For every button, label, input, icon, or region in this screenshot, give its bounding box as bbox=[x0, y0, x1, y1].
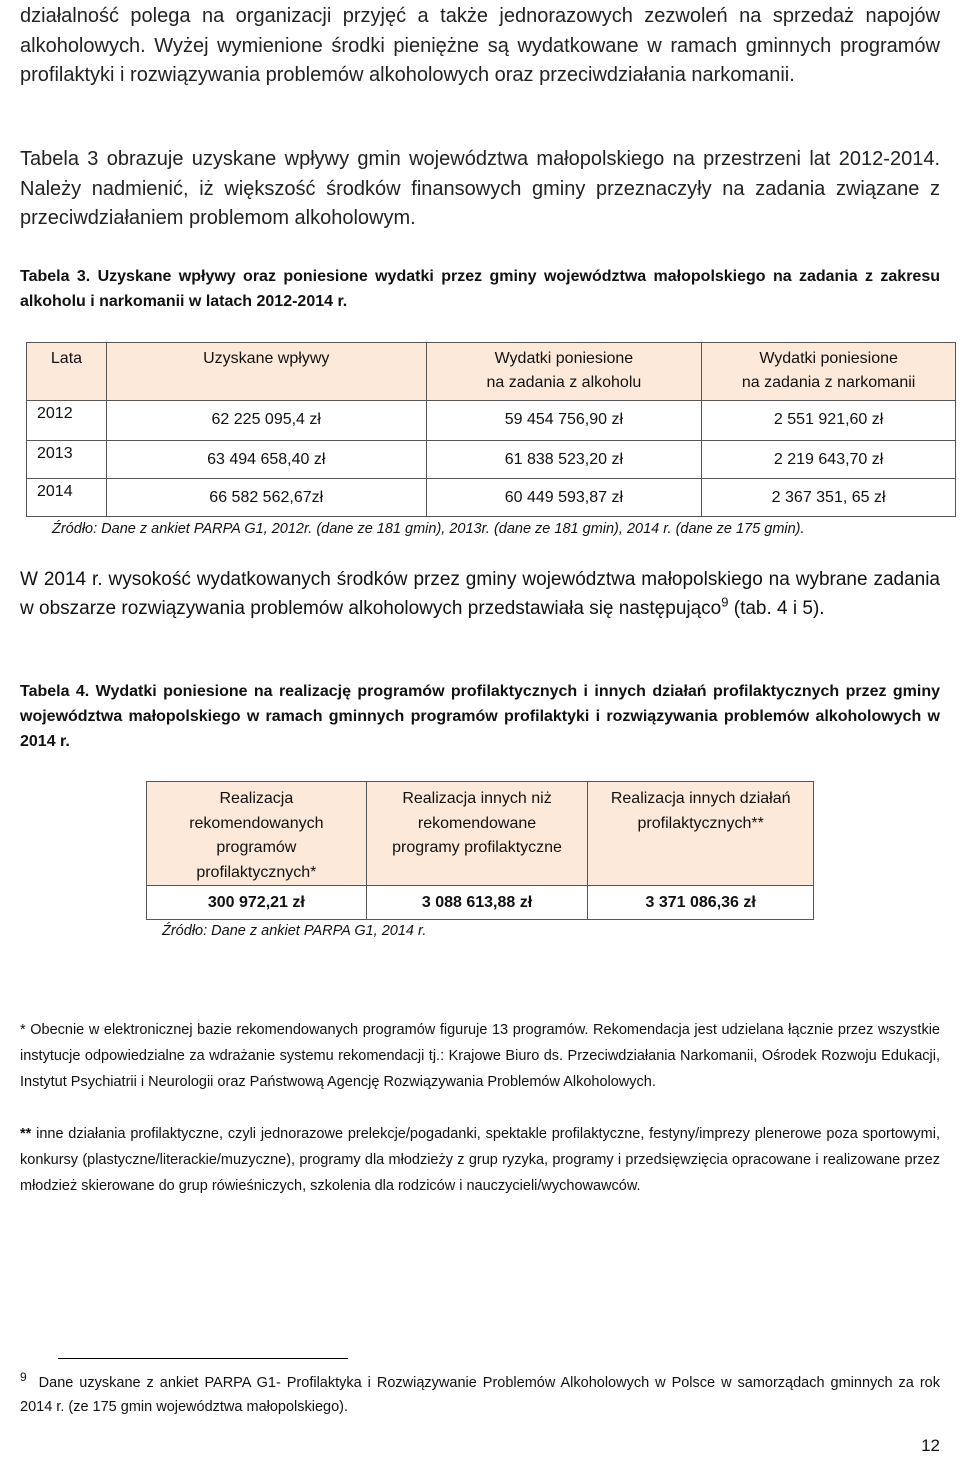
table-row bbox=[27, 479, 956, 517]
note-other-activities-text: inne działania profilaktyczne, czyli jednorazowe prelekcje/pogadanki, spektakle profilaktyczne, festyny/imprezy plenerowe poza sportowymi, konkursy (plastyczne/literackie/muzyczne), programy dla młodzieży z grup ryzyka, programy i przedsięwzięcia opracowane i realizowane przez młodzież skierowane do grup rówieśniczych, szkolenia dla rodziców i nauczycieli/wychowawców. bbox=[20, 1126, 940, 1194]
table3-source: Źródło: Dane z ankiet PARPA G1, 2012r. (dane ze 181 gmin), 2013r. (dane ze 181 gmin), 2014 r. (dane ze 175 gmin). bbox=[52, 521, 805, 537]
table3-year-cell: 2012 bbox=[27, 401, 107, 441]
table4-header-cell: Realizacja innych działań profilaktycznych** bbox=[588, 782, 814, 886]
table3-cell: 61 838 523,20 zł bbox=[426, 441, 702, 479]
table4-cell: 300 972,21 zł bbox=[147, 886, 367, 920]
paragraph-2014-tail: (tab. 4 i 5). bbox=[728, 598, 825, 619]
page-number: 12 bbox=[921, 1436, 940, 1455]
table4 bbox=[146, 781, 814, 920]
table3-header-cell: Wydatki poniesione na zadania z alkoholu bbox=[426, 343, 702, 401]
table3-caption-text: Uzyskane wpływy oraz poniesione wydatki przez gminy województwa małopolskiego na zadania z zakresu alkoholu i narkomanii w latach 2012-2014 r. bbox=[20, 268, 940, 310]
table3-cell: 62 225 095,4 zł bbox=[106, 401, 426, 441]
table3-cell: 2 551 921,60 zł bbox=[702, 401, 956, 441]
footnote-number: 9 bbox=[20, 1370, 27, 1385]
table3-header-cell: Uzyskane wpływy bbox=[106, 343, 426, 401]
table3-cell: 60 449 593,87 zł bbox=[426, 479, 702, 517]
paragraph-2014 bbox=[20, 565, 940, 623]
table3-cell: 2 367 351, 65 zł bbox=[702, 479, 956, 517]
note-marker: ** bbox=[20, 1126, 32, 1142]
table-row bbox=[27, 401, 956, 441]
table-row bbox=[147, 886, 814, 920]
table4-header-row bbox=[147, 782, 814, 886]
note-other-activities bbox=[20, 1121, 940, 1199]
table3-header-cell: Wydatki poniesione na zadania z narkomanii bbox=[702, 343, 956, 401]
table4-caption-text: Wydatki poniesione na realizację programów profilaktycznych i innych działań profilaktycznych przez gminy województwa małopolskiego w ramach gminnych programów profilaktyki i rozwiązywania problemów alkoholowych w 2014 r. bbox=[20, 683, 940, 750]
note-recommended-programs: * Obecnie w elektronicznej bazie rekomendowanych programów figuruje 13 programów. Rekomendacja jest udzielana łącznie przez wszystkie instytucje odpowiedzialne za wdrażanie systemu rekomendacji tj.: Krajowe Biuro ds. Przeciwdziałania Narkomanii, Ośrodek Rozwoju Edukacji, Instytut Psychiatrii i Neurologii oraz Państwową Agencję Rozwiązywania Problemów Alkoholowych. bbox=[20, 1022, 940, 1090]
table3-year-cell: 2013 bbox=[27, 441, 107, 479]
table4-cell: 3 371 086,36 zł bbox=[588, 886, 814, 920]
table4-caption-label: Tabela 4. bbox=[20, 683, 90, 700]
intro-paragraph: działalność polega na organizacji przyjęć a także jednorazowych zezwoleń na sprzedaż napojów alkoholowych. Wyżej wymienione środki pieniężne są wydatkowane w ramach gminnych programów profilaktyki i rozwiązywania problemów alkoholowych oraz przeciwdziałania narkomanii. bbox=[20, 5, 940, 86]
table3-cell: 63 494 658,40 zł bbox=[106, 441, 426, 479]
footnote-ref: 9 bbox=[721, 594, 729, 610]
table4-source: Źródło: Dane z ankiet PARPA G1, 2014 r. bbox=[162, 923, 427, 939]
table4-cell: 3 088 613,88 zł bbox=[366, 886, 588, 920]
table3-year-cell: 2014 bbox=[27, 479, 107, 517]
table3-header-row bbox=[27, 343, 956, 401]
table3-intro-paragraph: Tabela 3 obrazuje uzyskane wpływy gmin województwa małopolskiego na przestrzeni lat 2012-2014. Należy nadmienić, iż większość środków finansowych gminy przeznaczyły na zadania związane z przeciwdziałaniem problemom alkoholowym. bbox=[20, 148, 940, 229]
table4-header-cell: Realizacja rekomendowanych programów profilaktycznych* bbox=[147, 782, 367, 886]
footnote-text: Dane uzyskane z ankiet PARPA G1- Profilaktyka i Rozwiązywanie Problemów Alkoholowych w Polsce w samorządach gminnych za rok 2014 r. (ze 175 gmin województwa małopolskiego). bbox=[20, 1375, 940, 1415]
table-row bbox=[27, 441, 956, 479]
table3-cell: 2 219 643,70 zł bbox=[702, 441, 956, 479]
table3-caption-label: Tabela 3. bbox=[20, 268, 91, 285]
table4-header-cell: Realizacja innych niż rekomendowane programy profilaktyczne bbox=[366, 782, 588, 886]
footnote bbox=[20, 1371, 940, 1419]
paragraph-2014-text: W 2014 r. wysokość wydatkowanych środków przez gminy województwa małopolskiego na wybrane zadania w obszarze rozwiązywania problemów alkoholowych przedstawiała się następująco bbox=[20, 569, 940, 619]
table3-header-cell: Lata bbox=[27, 343, 107, 401]
table3-cell: 66 582 562,67zł bbox=[106, 479, 426, 517]
footnote-separator bbox=[58, 1358, 348, 1359]
table3 bbox=[26, 342, 956, 517]
table3-cell: 59 454 756,90 zł bbox=[426, 401, 702, 441]
table4-caption bbox=[20, 679, 940, 754]
table3-caption bbox=[20, 264, 940, 314]
